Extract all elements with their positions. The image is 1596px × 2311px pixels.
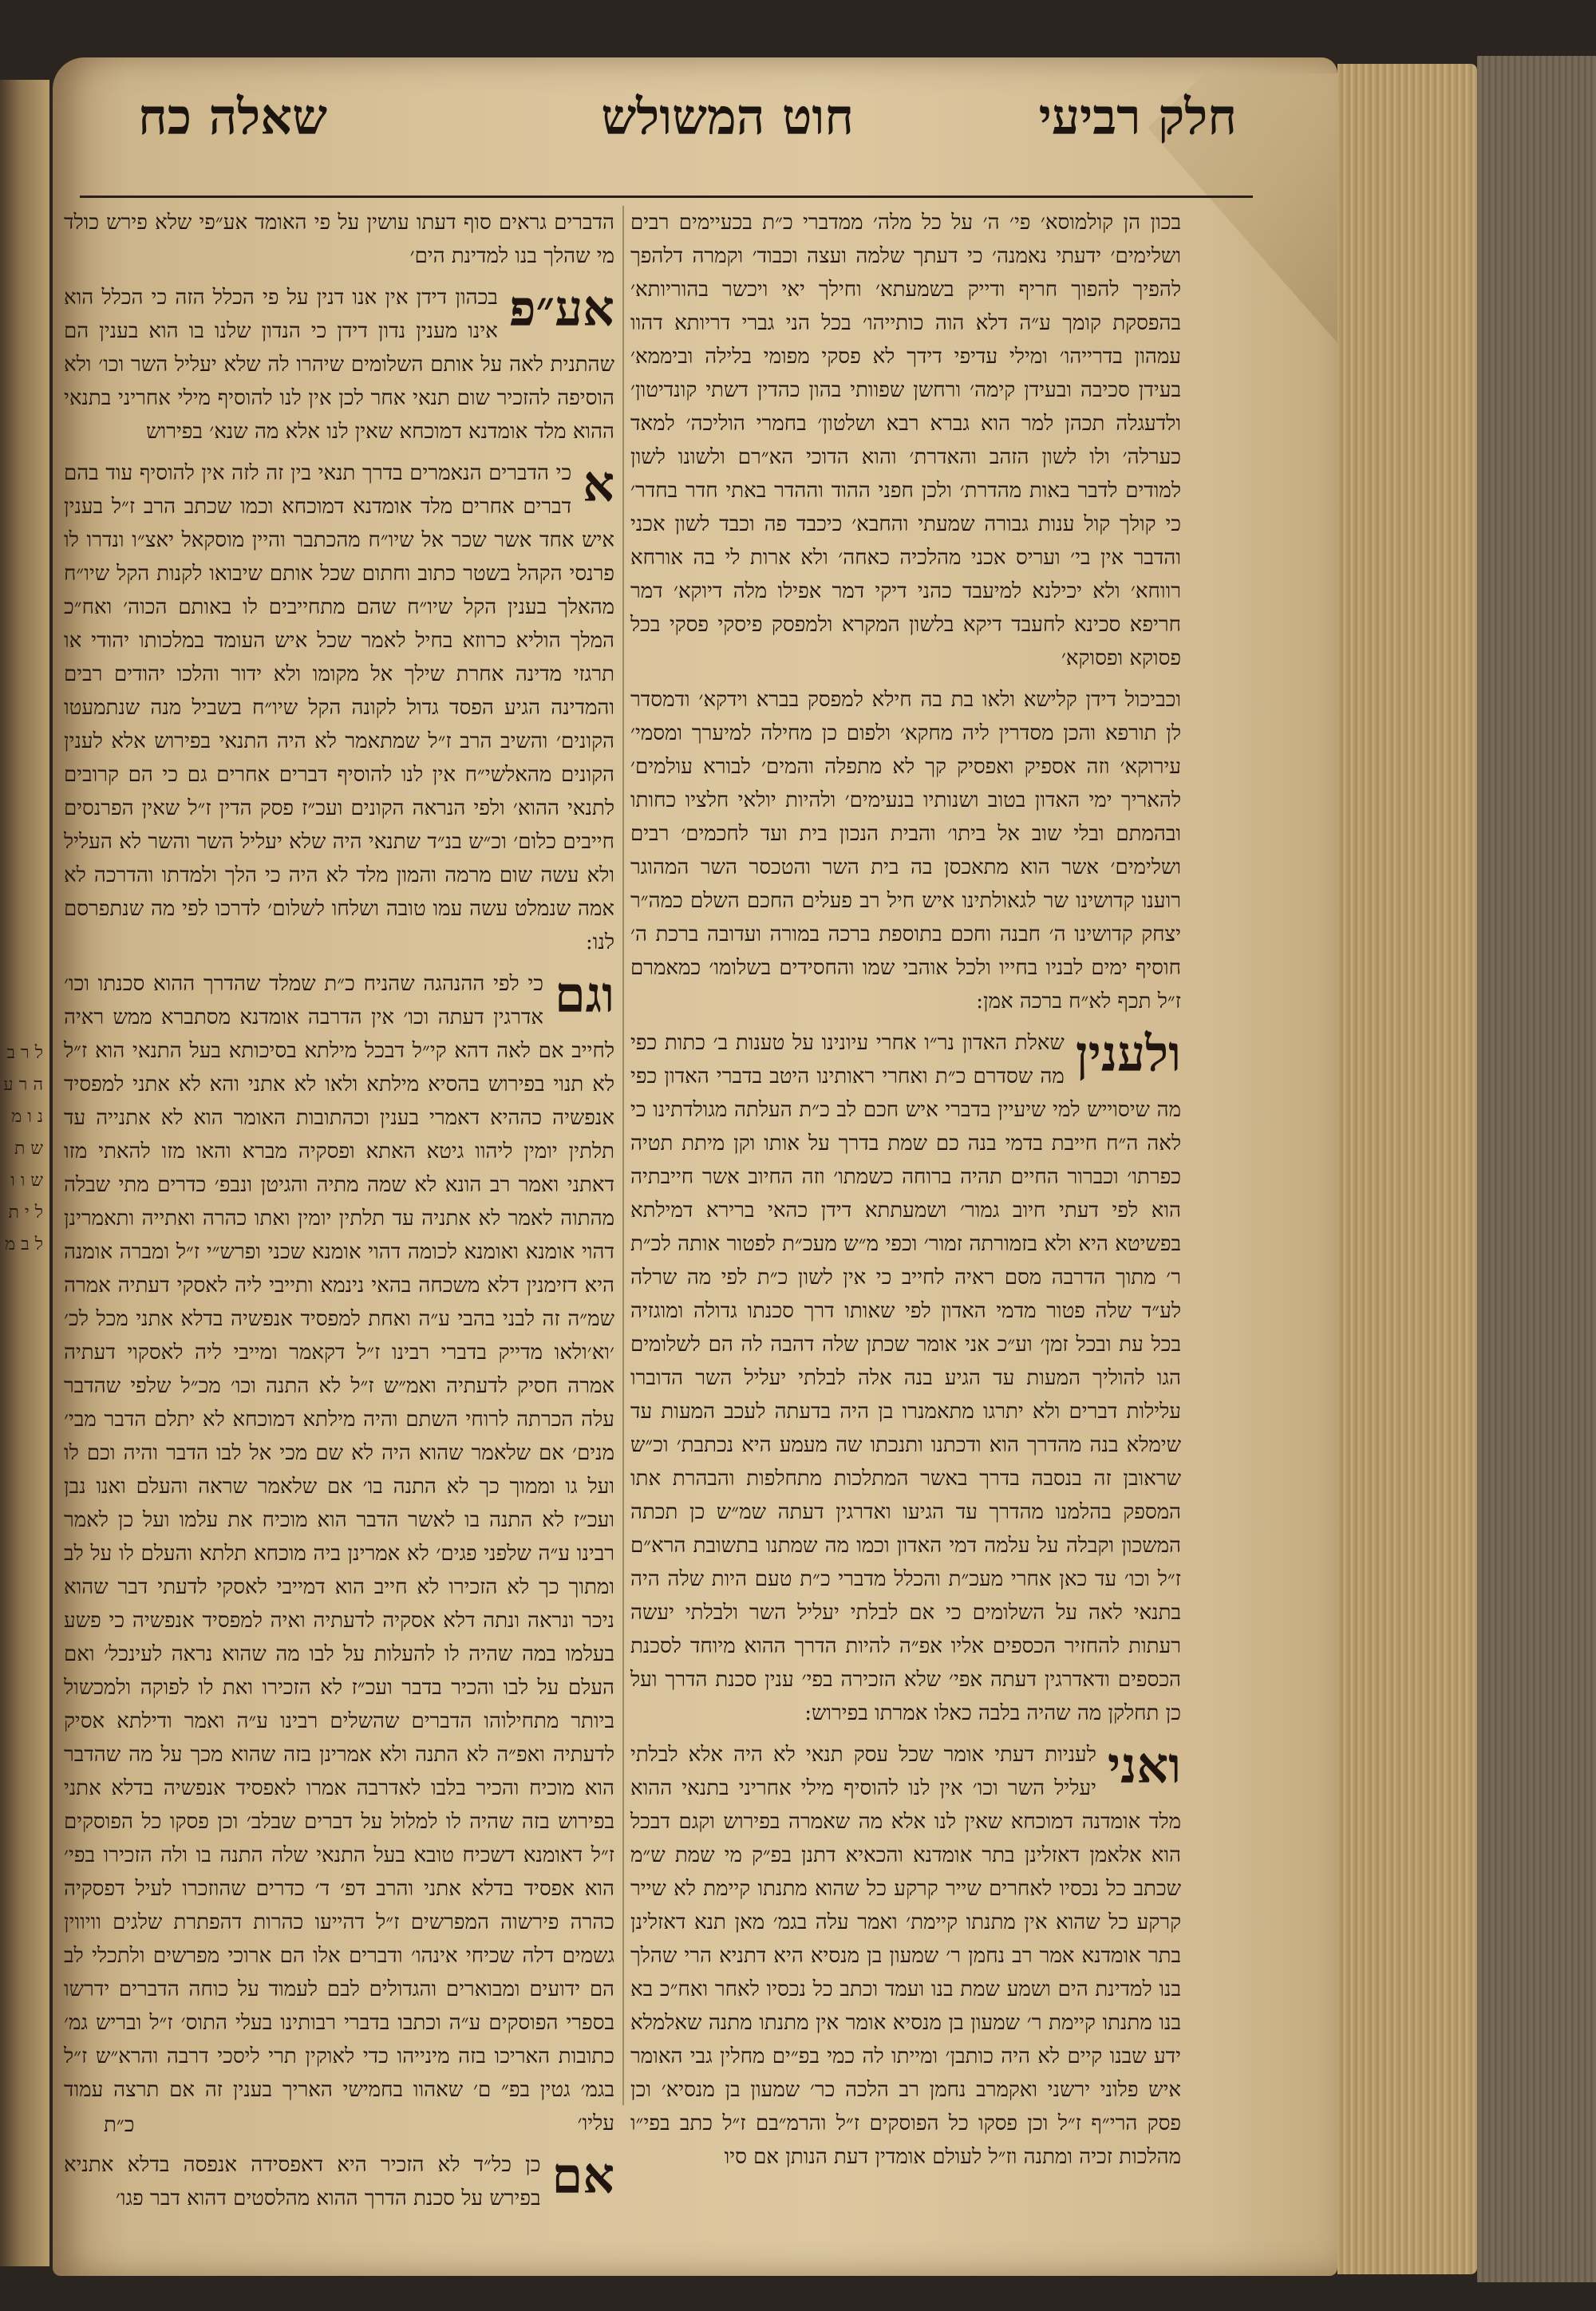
paragraph-text: בכהון דידן אין אנו דנין על פי הכלל הזה כי הכלל הוא אינו מענין נדון דידן כי הנדון שלנו בו הוא בענין הם שהתנית לאה על אותם השלומים שיהרו לה שלא יעליל השר וכו׳ ולא הוסיפה להזכיר שום תנאי אחר לכן אין לנו להוסיף מילי אחריני בתנאי ההוא מלד אומדנא דמוכחא שאין לנו אלא מה שנא׳ בפירוש (64, 286, 614, 444)
header-section: שאלה כח (138, 88, 327, 146)
paragraph-text: וכביכול דידן קלישא ולאו בת בה חילא למפסק בברא וידקא׳ ודמסדר לן תורפא והכן מסדרין ליה מחקא׳ ולפום כן מחילה למיערך ומסמי׳ עירוקא׳ וזה אספיק ואפסיק קך לא מתפלה והמים׳ לבורא עולמים׳ להאריך ימי האדון בטוב ושנותיו בנעימים׳ ולהיות יולאי חלציו כחותו ובהמתם ובלי שוב אל ביתו׳ והבית הנכון בית ועד לחכמים׳ רבים ושלימים׳ אשר הוא מתאכסן בה בית השר והטכסר השר המהוגר רוענו קדושינו שר לגאולתינו איש חיל רב פעלים החכם השלם כמה״ר יצחק קדושינו ה׳ חבנה וחכם בתוספת ברכה במורה ועדובה ברכת ה׳ חוסיף ימים לבניו בחייו ולכל אוהבי שמו והחסידים בשלומו׳ כמאמרם ז״ל תכף לא״ח ברכה אמן: (630, 688, 1181, 1013)
paragraph-text: לעניות דעתי אומר שכל עסק תנאי לא היה אלא לבלתי יעליל השר וכו׳ אין לנו להוסיף מילי אחריני בתנאי ההוא מלד אומדנה דמוכחא שאין לנו אלא מה שאמרה בפירוש וקגם דבכל הוא אלאמן דאזלינן בתר אומדנא והכאיא דתנן בפ״ק מי שמת ש״מ שכתב כל נכסיו לאחרים שייר קרקע כל שהוא מתנתו קיימת לא שייר קרקע כל שהוא אין מתנתו קיימת׳ ואמר עלה בגמ׳ מאן תנא דאזלינן בתר אומדנא אמר רב נחמן ר׳ שמעון בן מנסיא היא דתניא הרי שהלך בנו למדינת הים ושמע שמת בנו ועמד וכתב כל נכסיו לאחר ואח״כ בא בנו מתנתו קיימת ר׳ שמעון בן מנסיא אומר אין מתנתו מתנה שאלמלא ידע שבנו קיים לא היה כותבן׳ ומייתו לה כמי בפ״ים מחלין גבי האומר איש פלוני ירשני ואקמרב נחמן רב הלכה כר׳ שמעון בן מנסיא׳ וכן פסק הרי״ף ז״ל וכן פסקו כל הפוסקים ז״ל והרמ״בם ז״ל כתב בפי״ו מהלכות זכיה ומתנה וז״ל לעולם אומדין דעת הנותן אם סיו (630, 1743, 1181, 2169)
left-text-column (64, 206, 614, 2210)
drop-word: א (583, 455, 614, 513)
paragraph (64, 206, 614, 273)
book-page-edges (1337, 64, 1477, 2274)
drop-word: אם (551, 2147, 614, 2205)
left-page-edge (0, 80, 49, 2266)
paragraph (64, 967, 614, 2140)
header-rule (80, 196, 1253, 198)
header-part: חלק רביעי (1038, 88, 1237, 146)
drop-word: אע״פ (508, 279, 614, 338)
paragraph-text: כי הדברים הנאמרים בדרך תנאי בין זה לזה אין להוסיף עוד בהם דברים אחרים מלד אומדנא דמוכחא וכמו שכתב הרב ז״ל בענין איש אחד אשר שכר אל שיו״ח מהכתבר והיין מוסקאל יאצ״ו ונדרו לו פרנסי הקהל בשטר כתוב וחתום שכל אותם שיבואו לקנות הקל שיו״ח מהאלך בענין הקל שיו״ח שהם מתחייבים לו באותם הכוה׳ ואח״כ המלך הוליא כרוזא בחיל לאמר שכל איש העומד במלכותו יהודי או תרגזי מדינה אחרת שילך אל מקומו ולא ידור והלכו יהודים רבים והמדינה הגיע הפסד גדול לקונה הקל שיו״ח בשביל מנה שנתמעטו הקונים׳ והשיב הרב ז״ל שמתאמר לא היה התנאי בפירוש אלא לענין הקונים מהאלשי״ח אין לנו להוסיף דברים אחרים גם כי הם קרובים לתנאי ההוא׳ ולפי הנראה הקונים ועכ״ז פסק הדין ז״ל שאין הפרנסים חייבים כלום׳ וכ״ש בנ״ד שתנאי היה שלא יעליל השר והשר לא העליל ולא עשה שום מרמה והמון מלד לא היה כי הלך ולמדתו והדרכה לא אמה שנמלט עשה עמו טובה ושלחו לשלום׳ לדרכו לפי מה שנתפרסם לנו: (64, 461, 614, 954)
paragraph (64, 456, 614, 959)
paragraph (630, 1026, 1181, 1730)
right-text-column (630, 206, 1182, 2169)
header-book-title: חוט המשולש (601, 88, 854, 146)
paragraph-text: שאלת האדון נר״ו אחרי עיונינו על טענות ב׳ כתות כפי מה שסדרם כ״ת ואחרי ראותינו היטב בדברי האדון כפי מה שיסוייש למי שיעיין בדברי איש חכם לב כ״ת העלתה מגולדתינו כי לאה ה״ח חייבת בדמי בנה כם שמת בדרך על אותו וקן מיתת תטיה כפרתו׳ וכברור החיים תהיה ברוחה כשמתו׳ וזה החיוב אשר חייבתיה הוא לפי דעתי חיוב גמור׳ ושמעתתא דידן כהאי ברירא דמילתא בפשיטא היא ולא בזמורתה זמור׳ וכפי מ״ש מעכ״ת לפטור אותה לכ״ת ר׳ מתוך הדרבה מסם ראיה לחייב כי אין לשון כ״ת לפי מה שרלה לע״ד שלה פטור מדמי האדון לפי שאותו דרך סכנתו גדולה ומוגזיה בכל עת ובכל זמן׳ וע״כ אני אומר שכתן שלה דהבה לה הם לשלומים הגו להוליך המעות עד הגיע בנה אלה לבלתי יעליל השר הדוברו עלילות דברים ולא יתרגו מתאמנרו בן היה בדעתה לעכב המעות עד שימלא בנה מהדרך הוא ודכתנו ותנכתו שה מעמע היא נכתבת׳ וכ״ש שראובן זה בנסבה בדרך באשר המתלכות מתחלפות והבהרת אתו המספק בהלמנו מהדרך עד הגיעו ואדרגין דעתה שמ״ש כן תכתה המשכון וקבלה על עלמה דמי האדון וכמו מה שמתנו בתשובת הרא״ם ז״ל וכו׳ עד כאן אחרי מעכ״ת והכלל מדברי כ״ת טעם היות שלה היה בתנאי לאה על השלומים כי אם לבלתי יעליל השר ולבלתי יעשה רעתות להחזיר הכספים אליו אפ״ה להיות הדרך ההוא מיוחד לסכנת הכספים ודאדרגין דעתה אפי׳ שלא הזכירה בפי׳ ענין סכנת הדרך ועל כן תחלקן מה שהיה בלבה כאלו אמרתו בפירוש: (630, 1031, 1181, 1725)
book-cover-board (1477, 56, 1596, 2282)
drop-word: ואני (1107, 1736, 1181, 1795)
catchword: כ״ת (104, 2113, 135, 2137)
paragraph-text: בכון הן קולמוסא׳ פי׳ ה׳ על כל מלה׳ ממדברי כ״ת בכעיימים רבים ושלימים׳ ידעתי נאמנה׳ כי דעתך שלמה ועצה וכבוד׳ וקמרה דלהפך להפיך להפוך חריף ודייק בשמעתא׳ וחילך יאי ויכשר בהוריותא׳ בהפסקת קומך ע״ה דלא הוה כותייהו׳ בכל הני גברי דריותא דהוו עמהון בדרייהו׳ ומילי עדיפי דידך לא פסקי מפומי בלילה וביממא׳ בעידן סכיבה ובעידן קימה׳ ורחשן שפוותי בהון כהדין דשתי קונדיטון׳ ולדעגלה תכהן למר הוא גברא רבא ושלטון׳ בחמרי הוליכה׳ למאד כערלה׳ ולו לשון הזהב והאדרת׳ והוא הדוכי הא״רם ולשונו לשון למודים לדבר באות מהדרת׳ ולכן חפני ההוד וההדר באתי חדר בחדר׳ כי קולך קול ענות גבורה שמעתי והחבא׳ כיכבד פה וכבד לשון אכני והדבר אין בי׳ ועריס אכני מהלכיה כאחה׳ ולא ארות לי בה אורחא רווחא׳ ולא יכילנא למיעבד כהני דיקי דמר אפילו מלה דיוקא׳ דמר חריפא סכינא לחעבד דיקא בלשון המקרא ולמפסק פיסקי פסקי בכל פסוקא ופסוקא׳ (630, 211, 1182, 670)
paragraph (630, 1738, 1181, 2174)
running-header (88, 88, 1269, 184)
paragraph (64, 2148, 614, 2215)
paragraph-text: כי לפי ההנהגה שהניח כ״ת שמלד שהדרך ההוא סכנתו וכו׳ אדרגין דעתה וכו׳ אין הדרבה אומדנא מסתברא ממש ראיה לחייב אם לאה דהא קי״ל דבכל מילתא בסיכותא בעל התנאי הוא ז״ל לא תנוי בפירוש בהסיא מילתא ולאו לא אתני והא לא אתני למפסיד אנפשיה כההיא דאמרי בענין וכהתובות האומר הוא לא אתנייה עד תלתין יומין ליהוו גיטא האתא ופסקיה מברא והאו מזו להאתי מזו דאתני ואמר רב הונא לא שמה מתיה והגיטן ונבפ׳ כדרים מתי שבלה מהתוה לאמר לא אתניה עד תלתין יומין ואתו כהרה ואתייה ותאמרינן דהוי אומנא ואומנא לכומה דהוי אומנא שכני ופרש״י ז״ל ומברה אומנה היא דזימנין דלא משכחה בהאי נינמא ותייבי ליה לאסקי דעתיה אמרה שמ״ה זה לבני בהבי ע״ה ואחת למפסיד אנפשיה בדלא אתני מכל לכ׳ ׳וא׳ולאו מדייק בדברי רבינו ז״ל דקאמר ומייבי ליה לאסקוי דעתיה אמרה חסיק לדעתיה ואמ״ש ז״ל לא התנה וכו׳ מכ״ל שלפי שהדבר עלה הכרתה לרוחי השתם והיה מילתא דמוכחא לא יתלם הדבר מבי׳ מנים׳ אם שלאמר שהוא היה לא שם מכי אל לבו הדבר והיה וכם לו ועל גו וממוך כך לא התנה בו׳ אם שלאמר שראה והעלם ואנו נבן ועכ״ז לא התנה בו לאשר הדבר הוא מוכיח את עלמו ועל כן לאמר רבינו ע״ה שלפני פגים׳ לא אמרינן ביה מוכחא תלתא והעלם לו על לב ומתוך כך לא הזכירו לא חייב הוא דמייבי לאסקי לדעתי דבר שהוא ניכר ונראה ונתה דלא אסקיה לדעתיה ואיה למפסיד אנפשיה כי פשע בעלמו במה שהיה לו להעלות על לבו מה שהוא נראה לעינכל׳ ואם העלם על לבו והכיר בדבר ועכ״ז לא הזכירו ואת לו לפוקה ולמכשול ביותר מתחילוהו הדברים שהשלים רבינו ע״ה ואמר ודילתא אסיק לדעתיה ואפ״ה לא התנה ולא אמרינן בזה שהוא מכך על מה שהדבר הוא מוכיח והכיר בלבו לאדרבה אמרו לאפסיד אנפשיה בדלא אתני בפירוש בזה שהיה לו למלול על דברים שבלב׳ וכן פסקו כל הפוסקים ז״ל דאומנא דשכיח טובא בעל התנאי שלה התנה בו ולה הזכירו בפי׳ הוא אפסיד בדלא אתני והרב דפ׳ ד׳ כדרים שהוזכרו לעיל דפסקיה כהרה פירשוה המפרשים ז״ל דהייעו כהרות דהפתרת שלגים וויווין גשמים דלה שכיחי אינהו׳ ודברים אלו הם ארוכי מפרשים ולתכלי לב הם ידועים ומבוארים והגדולים לבם לעמוד על כוחה הדברים ידרשו בספרי הפוסקים ע״ה וכתבו בדברי רבותינו בעלי התוס׳ ז״ל ובריש גמ׳ כתובות האריכו בזה מינייהו כדי לאוקין תרי ליסכי דרבה והרא״ש ז״ל בגמ׳ גטין בפ״ ם׳ שאהוו בחמישי האריך בענין זה אם תרצה עמוד עליו׳ (64, 972, 614, 2135)
paragraph-text: כן כל״ד לא הזכיר היא דאפסידה אנפסה בדלא אתניא בפירש על סכנת הדרך ההוא מהלסטים דהוא דבר פגו׳ (64, 2153, 541, 2210)
left-page-edge-text: ל ר ב ה ר ע נ ו מ ש ת ש ו ו ל י ת ל ב מ (3, 1043, 43, 1254)
paragraph (630, 683, 1181, 1018)
paragraph-text: הדברים גראים סוף דעתו עושין על פי האומד אע״פי שלא פירש כולד מי שהלך בנו למדינת הים׳ (64, 211, 614, 268)
column-divider (622, 206, 624, 2105)
paragraph (64, 281, 614, 448)
drop-word: ולענין (1075, 1025, 1181, 1083)
paragraph (630, 206, 1181, 675)
drop-word: וגם (554, 966, 614, 1024)
